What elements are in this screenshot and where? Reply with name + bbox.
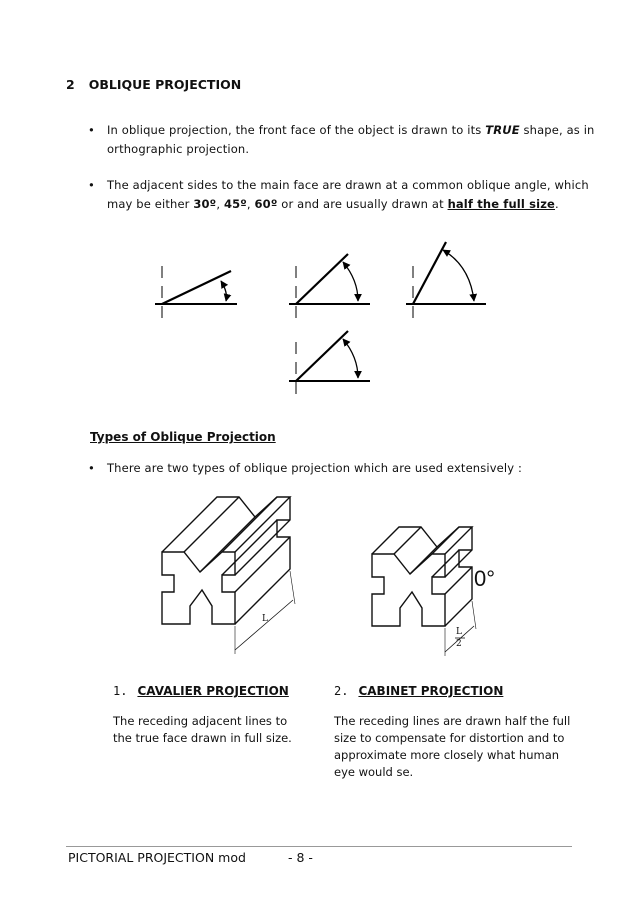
- bullet-dot: •: [88, 123, 95, 137]
- bullet-dot: •: [88, 461, 95, 475]
- type-number: 2.: [334, 684, 349, 698]
- bullet-dot: •: [88, 178, 95, 192]
- angle-60: 60º: [254, 197, 278, 211]
- half-length-denominator: 2: [456, 639, 462, 649]
- cabinet-title: 2. CABINET PROJECTION: [334, 684, 504, 698]
- bullet-3-text: There are two types of oblique projection which are used extensively :: [107, 461, 523, 475]
- true-emphasis: TRUE: [485, 123, 520, 137]
- cabinet-description: The receding lines are drawn half the full size to compensate for distortion and to approximate more closely what human eye would se.: [334, 714, 571, 779]
- cavalier-block: [162, 497, 295, 654]
- bullet-2-text: The adjacent sides to the main face are drawn at a common oblique angle, which may be either 30º, 45º, 60º or and are usually drawn at half the full size.: [107, 178, 589, 211]
- footer-rule: [66, 846, 572, 847]
- footer-title: PICTORIAL PROJECTION mod: [68, 850, 246, 865]
- cavalier-title: 1. CAVALIER PROJECTION: [113, 684, 289, 698]
- partial-angle-label: 0°: [474, 566, 496, 591]
- section-number: 2: [66, 77, 75, 92]
- page-number: - 8 -: [288, 850, 313, 865]
- angle-45: 45º: [223, 197, 247, 211]
- bullet-1-text: In oblique projection, the front face of the object is drawn to its TRUE shape, as in orthographic projection.: [107, 123, 595, 156]
- cavalier-description: The receding adjacent lines to the true face drawn in full size.: [113, 714, 292, 745]
- section-title: OBLIQUE PROJECTION: [88, 77, 242, 92]
- angle-30: 30º: [193, 197, 217, 211]
- half-length-numerator: L: [456, 627, 462, 637]
- types-subheading: Types of Oblique Projection: [90, 430, 276, 444]
- length-label: L: [262, 614, 268, 624]
- type-number: 1.: [113, 684, 128, 698]
- half-full-size: half the full size: [447, 197, 556, 211]
